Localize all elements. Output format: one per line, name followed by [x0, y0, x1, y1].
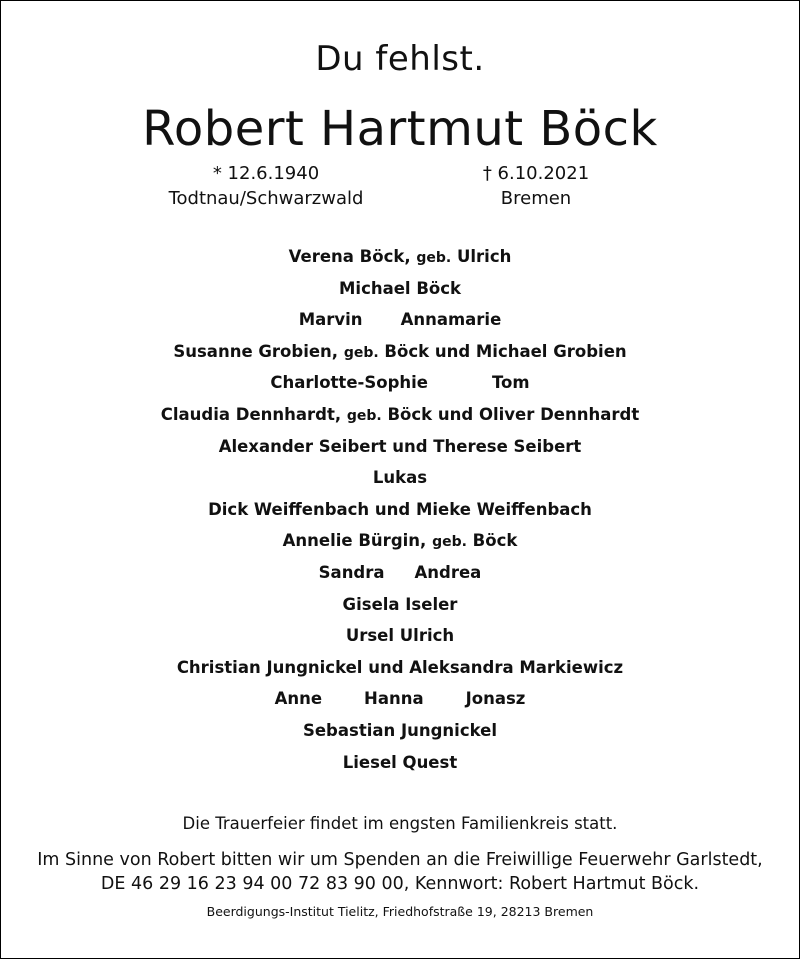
grandchild-name: Annamarie — [400, 310, 502, 330]
mourner-row: Christian Jungnickel und Aleksandra Markiewicz — [176, 657, 624, 677]
mourner-row: Ursel Ulrich — [345, 626, 455, 646]
maiden-name: Ulrich — [456, 247, 512, 266]
mourner-name-rest: Böck und Michael Grobien — [384, 341, 627, 361]
maiden-name: Böck — [472, 531, 518, 551]
donation-line: DE 46 29 16 23 94 00 72 83 90 00, Kennwort: Robert Hartmut Böck. — [100, 874, 700, 894]
mourner-row — [1, 525, 799, 557]
donation-request — [1, 848, 799, 896]
death-date: † 6.10.2021 — [482, 163, 590, 184]
grandchild-name: Jonasz — [465, 689, 526, 709]
deceased-name: Robert Hartmut Böck — [142, 101, 658, 157]
mourner-row: Michael Böck — [339, 278, 461, 298]
maiden-prefix: geb. — [416, 250, 452, 266]
mourner-row — [1, 336, 799, 368]
grandchild-name: Charlotte-Sophie — [270, 373, 428, 393]
maiden-prefix: geb. — [343, 344, 379, 361]
mourner-name: Claudia Dennhardt, — [160, 404, 342, 424]
donation-line: Im Sinne von Robert bitten wir um Spenden an die Freiwillige Feuerwehr Garlstedt, — [37, 850, 763, 870]
birth-date: * 12.6.1940 — [212, 163, 320, 184]
mourner-name: Susanne Grobien, — [173, 341, 339, 361]
maiden-prefix: geb. — [346, 407, 382, 424]
motto-heading: Du fehlst. — [315, 39, 485, 79]
grandchild-name: Hanna — [364, 689, 424, 709]
mourner-row: Lukas — [372, 468, 428, 488]
mourner-row — [1, 399, 799, 431]
grandchild-name: Sandra — [318, 562, 385, 582]
mourner-name-rest: Böck und Oliver Dennhardt — [387, 404, 640, 424]
funeral-home-info: Beerdigungs-Institut Tielitz, Friedhofstraße 19, 28213 Bremen — [206, 904, 594, 919]
mourner-row: Sebastian Jungnickel — [302, 720, 497, 740]
grandchild-name: Tom — [491, 373, 530, 393]
mourner-row — [1, 367, 799, 399]
mourner-row — [1, 241, 799, 273]
birth-place: Todtnau/Schwarzwald — [168, 188, 364, 209]
mourner-row: Dick Weiffenbach und Mieke Weiffenbach — [208, 499, 592, 519]
mourner-row: Liesel Quest — [342, 752, 458, 772]
grandchild-name: Marvin — [298, 310, 363, 330]
grandchild-name: Anne — [274, 689, 323, 709]
mourner-row: Alexander Seibert und Therese Seibert — [218, 436, 582, 456]
mourner-row — [1, 304, 799, 336]
maiden-prefix: geb. — [432, 534, 467, 551]
mourner-row — [1, 683, 799, 715]
ceremony-note: Die Trauerfeier findet im engsten Familienkreis statt. — [182, 814, 618, 833]
mourner-name: Verena Böck, — [288, 247, 411, 266]
mourner-row: Gisela Iseler — [342, 594, 458, 614]
mourner-row — [1, 557, 799, 589]
birth-info — [131, 161, 401, 211]
grandchild-name: Andrea — [414, 562, 482, 582]
death-info — [401, 161, 671, 211]
death-place: Bremen — [500, 188, 572, 209]
mourners-list — [1, 241, 799, 778]
mourner-name: Annelie Bürgin, — [282, 531, 427, 551]
